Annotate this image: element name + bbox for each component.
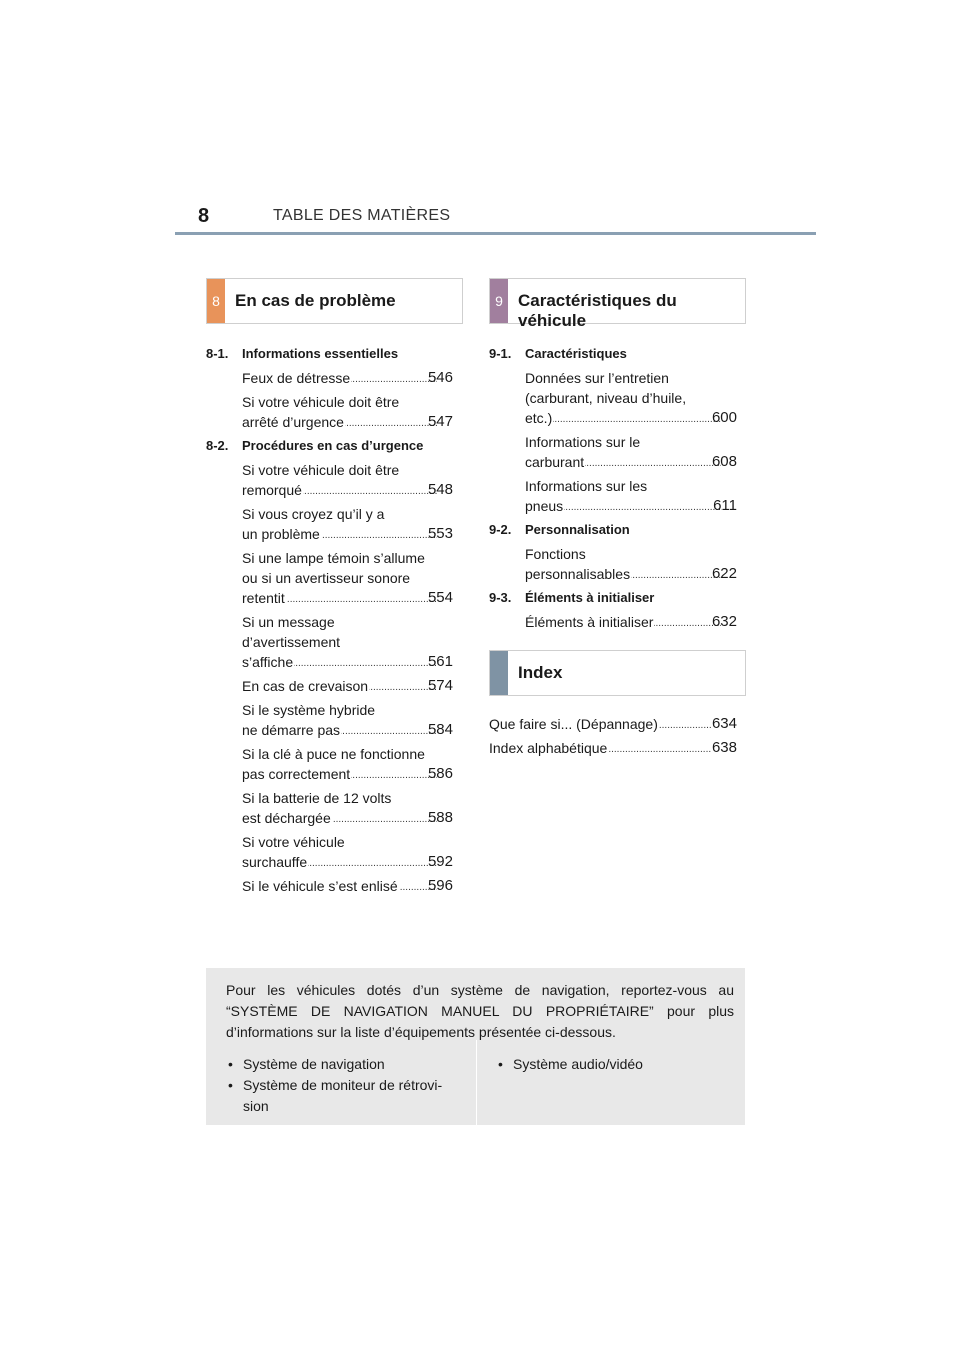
section-header-8[interactable] — [206, 278, 463, 324]
section-title-9: Caractéristiques du véhicule — [518, 291, 677, 330]
list-item: • Système de navigation — [226, 1054, 466, 1075]
note-left-list — [226, 1054, 466, 1117]
chapter-heading[interactable]: 8-1. Informations essentielles — [206, 346, 399, 361]
section-title-8: En cas de problème — [235, 291, 396, 310]
toc-entry[interactable]: Que faire si... (Dépannage) ..... 634 — [489, 714, 737, 734]
navigation-note-box — [206, 968, 745, 1125]
toc-entry[interactable]: En cas de crevaison ..... 574 — [242, 676, 453, 696]
toc-entry[interactable]: Index alphabétique ..... 638 — [489, 738, 737, 758]
chapter-heading[interactable]: 9-2. Personnalisation — [489, 522, 630, 537]
column-divider — [476, 1040, 477, 1125]
toc-entry[interactable]: Si votre véhicule doit être arrêté d’urgence ..... 547 — [242, 392, 453, 432]
chapter-heading[interactable]: 9-3. Éléments à initialiser — [489, 590, 655, 605]
toc-entry[interactable]: Si le véhicule s’est enlisé ..... 596 — [242, 876, 453, 896]
toc-section-8 — [206, 340, 453, 896]
page-number: 8 — [198, 205, 210, 227]
toc-entry[interactable]: Si une lampe témoin s’allume ou si un avertisseur sonore retentit ..... 554 — [242, 548, 453, 608]
toc-entry[interactable]: Si un message d’avertissement s’affiche ..... 561 — [242, 612, 453, 672]
navigation-note-text: Pour les véhicules dotés d’un système de navigation, reportez-vous au “SYSTÈME DE NAVIGATION MANUEL DU PROPRIÉTAIRE” pour plus d’informations sur la liste d’équipements présentée ci-dessous. — [226, 982, 734, 1040]
section-header-index[interactable] — [489, 650, 746, 696]
chapter-heading[interactable]: 8-2. Procédures en cas d’urgence — [206, 438, 424, 453]
header-rule — [175, 232, 816, 235]
toc-entry[interactable]: Éléments à initialiser ..... 632 — [525, 612, 737, 632]
toc-entry[interactable]: Si la batterie de 12 volts est déchargée ..... 588 — [242, 788, 453, 828]
toc-index — [489, 710, 737, 758]
section-tab-9: 9 — [490, 279, 508, 323]
toc-entry[interactable]: Si la clé à puce ne fonctionne pas correctement ..... 586 — [242, 744, 453, 784]
toc-entry[interactable]: Informations sur le carburant ..... 608 — [525, 432, 737, 472]
section-header-9[interactable] — [489, 278, 746, 330]
chapter-heading[interactable]: 9-1. Caractéristiques — [489, 346, 627, 361]
toc-entry[interactable]: Si vous croyez qu’il y a un problème ..... 553 — [242, 504, 453, 544]
toc-section-9 — [489, 340, 737, 632]
toc-entry[interactable]: Informations sur les pneus ..... 611 — [525, 476, 737, 516]
note-right-list — [496, 1054, 736, 1075]
toc-entry[interactable]: Données sur l’entretien (carburant, niveau d’huile, etc.) ..... 600 — [525, 368, 737, 428]
toc-entry[interactable]: Si le système hybride ne démarre pas ..... 584 — [242, 700, 453, 740]
toc-entry[interactable]: Fonctions personnalisables ..... 622 — [525, 544, 737, 584]
toc-entry[interactable]: Feux de détresse ..... 546 — [242, 368, 453, 388]
list-item: • Système audio/vidéo — [496, 1054, 736, 1075]
section-title-index: Index — [518, 663, 563, 682]
toc-entry[interactable]: Si votre véhicule doit être remorqué ..... 548 — [242, 460, 453, 500]
list-item: • Système de moniteur de rétrovi-sion — [226, 1075, 466, 1117]
section-tab-index — [490, 651, 508, 695]
running-title: TABLE DES MATIÈRES — [273, 207, 451, 224]
section-tab-8: 8 — [207, 279, 225, 323]
toc-entry[interactable]: Si votre véhicule surchauffe ..... 592 — [242, 832, 453, 872]
